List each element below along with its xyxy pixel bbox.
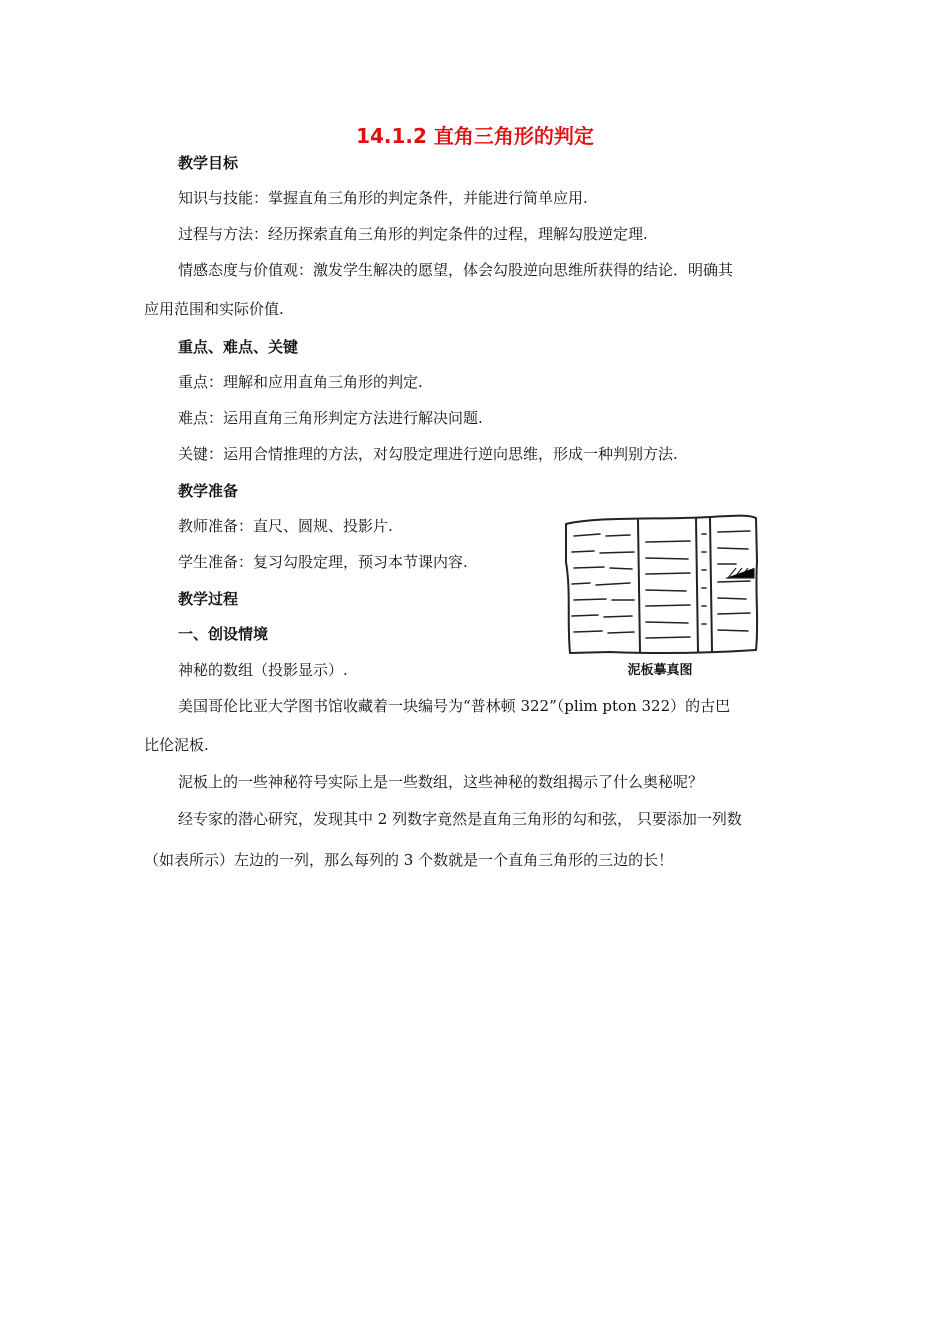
goal-process: 过程与方法：经历探索直角三角形的判定条件的过程，理解勾股逆定理. <box>178 225 648 243</box>
prep-student: 学生准备：复习勾股定理，预习本节课内容. <box>178 553 468 571</box>
paragraph-1: 神秘的数组（投影显示）. <box>178 661 348 679</box>
figure-caption: 泥板摹真图 <box>627 663 693 678</box>
paragraph-2-line1: 美国哥伦比亚大学图书馆收藏着一块编号为“普林顿 322”（plim pton 322）的古巴 <box>178 697 731 715</box>
paragraph-3: 泥板上的一些神秘符号实际上是一些数组，这些神秘的数组揭示了什么奥秘呢？ <box>178 773 704 791</box>
page-title: 14.1.2 直角三角形的判定 <box>356 124 594 148</box>
paragraph-4-line2: （如表所示）左边的一列，那么每列的 3 个数就是一个直角三角形的三边的长！ <box>144 851 674 869</box>
goal-attitude-line1: 情感态度与价值观：激发学生解决的愿望，体会勾股逆向思维所获得的结论．明确其 <box>178 261 734 279</box>
clay-tablet-sketch-icon <box>560 512 760 660</box>
goal-knowledge: 知识与技能：掌握直角三角形的判定条件，并能进行简单应用. <box>178 189 588 207</box>
key-point: 关键：运用合情推理的方法，对勾股定理进行逆向思维，形成一种判别方法. <box>178 445 678 463</box>
key-heading: 重点、难点、关键 <box>178 338 299 356</box>
key-difficulty: 难点：运用直角三角形判定方法进行解决问题. <box>178 409 483 427</box>
step1-heading: 一、创设情境 <box>178 625 269 643</box>
goal-attitude-line2: 应用范围和实际价值. <box>144 300 284 318</box>
goals-heading: 教学目标 <box>178 154 239 172</box>
prep-teacher: 教师准备：直尺、圆规、投影片. <box>178 517 393 535</box>
process-heading: 教学过程 <box>178 590 239 608</box>
paragraph-4-line1: 经专家的潜心研究，发现其中 2 列数字竟然是直角三角形的勾和弦， 只要添加一列数 <box>178 810 742 828</box>
key-focus: 重点：理解和应用直角三角形的判定. <box>178 373 423 391</box>
prep-heading: 教学准备 <box>178 482 239 500</box>
paragraph-2-line2: 比伦泥板. <box>144 736 209 754</box>
